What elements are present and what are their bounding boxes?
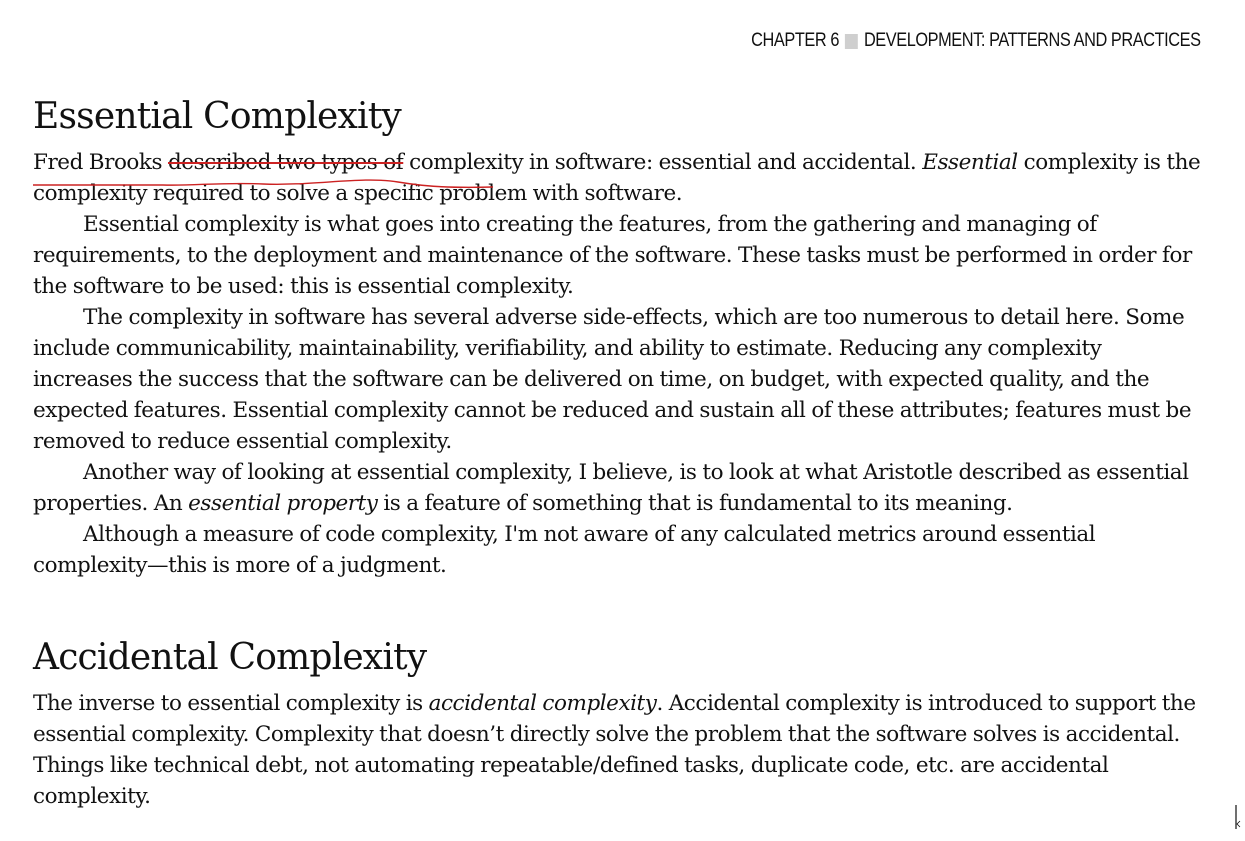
emphasis-essential: Essential	[922, 150, 1018, 175]
text-lead: Fred Brooks	[33, 150, 168, 175]
chapter-label: CHAPTER 6	[751, 30, 840, 51]
paragraph-accidental-1: The inverse to essential complexity is accidental complexity. Accidental complexity is introduced to support the essential complexity. Complexity that doesn’t directly solve the problem that the software solves is accidental. Things like technical debt, not automating repeatable/defined tasks, duplicate code, etc. are accidental complexity.	[33, 691, 1196, 809]
header-separator	[845, 34, 858, 49]
emphasis-accidental-complexity: accidental complexity	[428, 691, 657, 716]
paragraph-essential-1	[33, 147, 1203, 209]
paragraph-essential-2: Essential complexity is what goes into creating the features, from the gathering and managing of requirements, to the deployment and maintenance of the software. These tasks must be performed in order for the software to be used: this is essential complexity.	[33, 212, 1192, 299]
heading-accidental-complexity: Accidental Complexity	[33, 637, 427, 678]
text-tail: complexity is the complexity required to solve a specific problem with software.	[33, 150, 1201, 206]
text-cursor-icon	[1233, 805, 1241, 829]
strikethrough-annotation[interactable]: described two types of	[167, 150, 404, 175]
chapter-title: DEVELOPMENT: PATTERNS AND PRACTICES	[864, 30, 1201, 51]
text-after-strike: complexity in software: essential and accidental.	[403, 150, 923, 175]
section-divider-space	[33, 581, 1203, 637]
paragraph-essential-5: Although a measure of code complexity, I'm not aware of any calculated metrics around essential complexity—this is more of a judgment.	[33, 522, 1096, 578]
paragraph-essential-3: The complexity in software has several adverse side-effects, which are too numerous to detail here. Some include communicability, maintainability, verifiability, and ability to estimate. Reducing any complexity increases the success that the software can be delivered on time, on budget, with expected quality, and the expected features. Essential complexity cannot be reduced and sustain all of these attributes; features must be removed to reduce essential complexity.	[33, 305, 1192, 454]
running-header	[752, 30, 1201, 52]
heading-essential-complexity: Essential Complexity	[33, 96, 401, 137]
paragraph-essential-4: Another way of looking at essential complexity, I believe, is to look at what Aristotle described as essential properties. An essential property is a feature of something that is fundamental to its meaning.	[33, 460, 1189, 516]
page-content	[33, 96, 1203, 812]
emphasis-essential-property: essential property	[188, 491, 378, 516]
